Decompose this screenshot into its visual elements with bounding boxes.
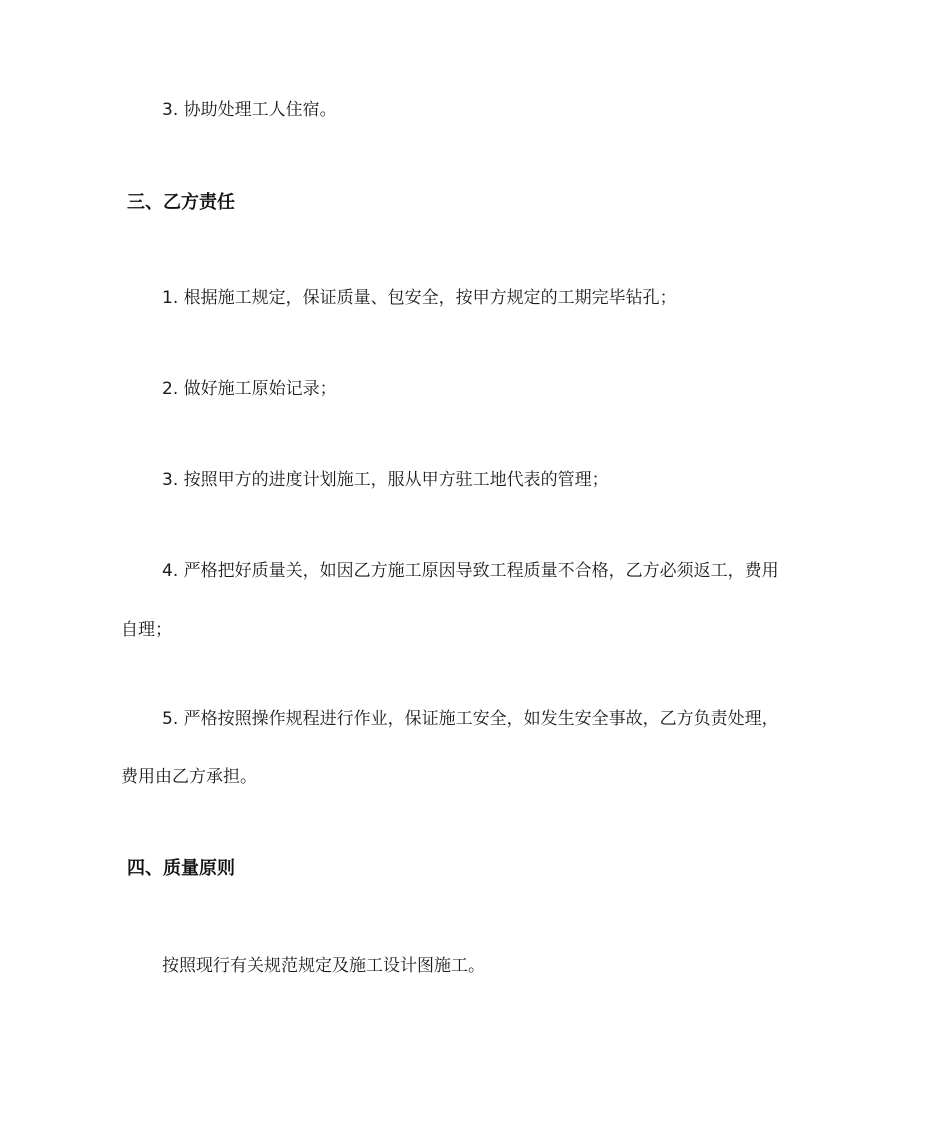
section-heading-quality-principles: 四、质量原则 xyxy=(127,858,235,879)
list-item-progress-plan: 3. 按照甲方的进度计划施工，服从甲方驻工地代表的管理； xyxy=(162,470,609,490)
paragraph-quality-standards: 按照现行有关规范规定及施工设计图施工。 xyxy=(162,956,485,976)
list-item-quality-control: 4. 严格把好质量关，如因乙方施工原因导致工程质量不合格，乙方必须返工，费用 xyxy=(162,561,779,581)
list-item-construction-rules: 1. 根据施工规定，保证质量、包安全，按甲方规定的工期完毕钻孔； xyxy=(162,288,677,308)
list-item-safety-operations-continuation: 费用由乙方承担。 xyxy=(121,767,257,787)
list-item-safety-operations: 5. 严格按照操作规程进行作业，保证施工安全，如发生安全事故，乙方负责处理， xyxy=(162,709,779,729)
paragraph-worker-accommodation: 3. 协助处理工人住宿。 xyxy=(162,100,337,120)
list-item-construction-records: 2. 做好施工原始记录； xyxy=(162,379,337,399)
section-heading-party-b-responsibilities: 三、乙方责任 xyxy=(127,192,235,213)
list-item-quality-control-continuation: 自理； xyxy=(121,620,172,640)
